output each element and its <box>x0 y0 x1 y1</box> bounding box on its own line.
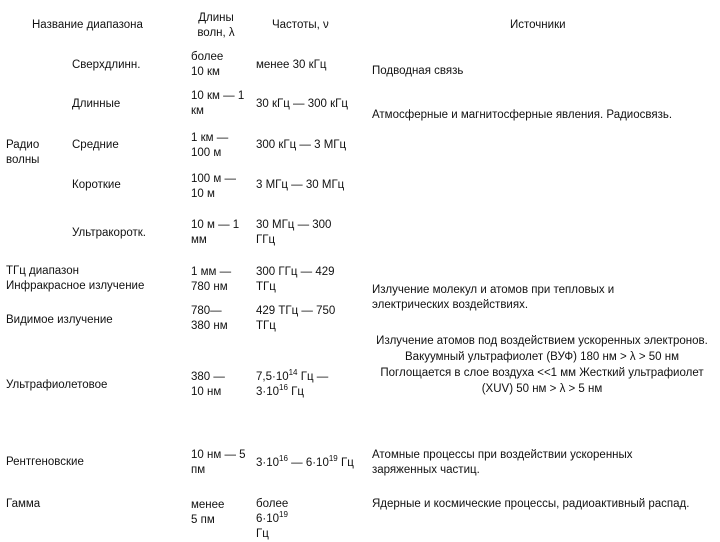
superlong-frequency: менее 30 кГц <box>256 59 327 71</box>
long-wavelength: 10 км — 1 км <box>191 90 245 117</box>
short-frequency: 3 МГц — 30 МГц <box>256 179 345 191</box>
ultrashort-frequency: 30 МГц — 300 ГГц <box>256 219 332 246</box>
xray-freq-exponent1: 16 <box>279 454 288 464</box>
thz-ir-source: Излучение молекул и атомов при тепловых и электрических воздействиях. <box>372 284 615 311</box>
xray-frequency <box>256 456 354 471</box>
xray-name: Рентгеновские <box>6 456 84 468</box>
header-wavelength: Длины волн, λ <box>197 12 235 39</box>
xray-source: Атомные процессы при воздействии ускоренных заряженных частиц. <box>372 449 633 476</box>
medium-wavelength: 1 км — 100 м <box>191 132 229 159</box>
uv-frequency <box>256 370 356 400</box>
gamma-freq-pre: более <box>256 498 289 510</box>
header-sources: Источники <box>510 19 566 31</box>
uv-freq-exponent1: 14 <box>288 368 298 378</box>
uv-freq-unit: Гц <box>287 386 304 398</box>
header-range-name: Название диапазона <box>32 19 143 31</box>
uv-freq-exponent2: 16 <box>279 383 288 393</box>
long-name: Длинные <box>72 98 121 110</box>
uv-freq-mantissa2: 3·10 <box>256 386 280 398</box>
visible-wavelength: 780— 380 нм <box>191 305 228 332</box>
ultrashort-name: Ультракоротк. <box>72 227 146 239</box>
uv-freq-mid: Гц — <box>297 371 329 383</box>
superlong-source: Подводная связь <box>372 65 464 77</box>
long-source: Атмосферные и магнитосферные явления. Радиосвязь. <box>372 109 673 121</box>
uv-freq-mantissa1: 7,5·10 <box>256 371 289 383</box>
medium-name: Средние <box>72 139 119 151</box>
xray-freq-unit: Гц <box>337 457 354 469</box>
short-wavelength: 100 м — 10 м <box>191 173 236 200</box>
xray-freq-mid: — 6·10 <box>287 457 329 469</box>
xray-wavelength: 10 нм — 5 пм <box>191 449 246 476</box>
thz-ir-frequency: 300 ГГц — 429 ТГц <box>256 266 335 293</box>
gamma-wavelength: менее 5 пм <box>191 499 225 526</box>
gamma-frequency <box>256 497 316 542</box>
gamma-source: Ядерные и космические процессы, радиоактивный распад. <box>372 498 690 510</box>
visible-frequency: 429 ТГц — 750 ТГц <box>256 305 336 332</box>
gamma-freq-mantissa: 6·10 <box>256 513 280 525</box>
ultrashort-wavelength: 10 м — 1 мм <box>191 219 240 246</box>
superlong-wavelength: более 10 км <box>191 51 224 78</box>
thz-ir-name-line2: Инфракрасное излучение <box>6 280 145 292</box>
xray-freq-exponent2: 19 <box>328 454 338 464</box>
short-name: Короткие <box>72 179 121 191</box>
visible-name: Видимое излучение <box>6 314 113 326</box>
header-frequency: Частоты, ν <box>272 19 329 31</box>
xray-freq-mantissa1: 3·10 <box>256 457 280 469</box>
medium-frequency: 300 кГц — 3 МГц <box>256 139 347 151</box>
thz-ir-wavelength: 1 мм — 780 нм <box>191 266 232 293</box>
gamma-freq-unit: Гц <box>256 528 269 540</box>
radio-group-label: Радио волны <box>6 139 40 166</box>
gamma-name: Гамма <box>6 498 41 510</box>
long-frequency: 30 кГц — 300 кГц <box>256 98 348 110</box>
thz-ir-name-line1: ТГц диапазон <box>6 265 79 277</box>
uv-wavelength: 380 — 10 нм <box>191 371 225 398</box>
superlong-name: Сверхдлинн. <box>72 59 141 71</box>
uv-name: Ультрафиолетовое <box>6 379 108 391</box>
gamma-freq-exponent: 19 <box>279 510 288 520</box>
uv-source: Излучение атомов под воздействием ускоренных электронов. Вакуумный ультрафиолет (ВУФ) 180 нм > λ > 50 нм Поглощается в слое воздуха <<1 мм Жесткий ультрафиолет (XUV) 50 нм > λ > 5 нм <box>376 335 708 395</box>
